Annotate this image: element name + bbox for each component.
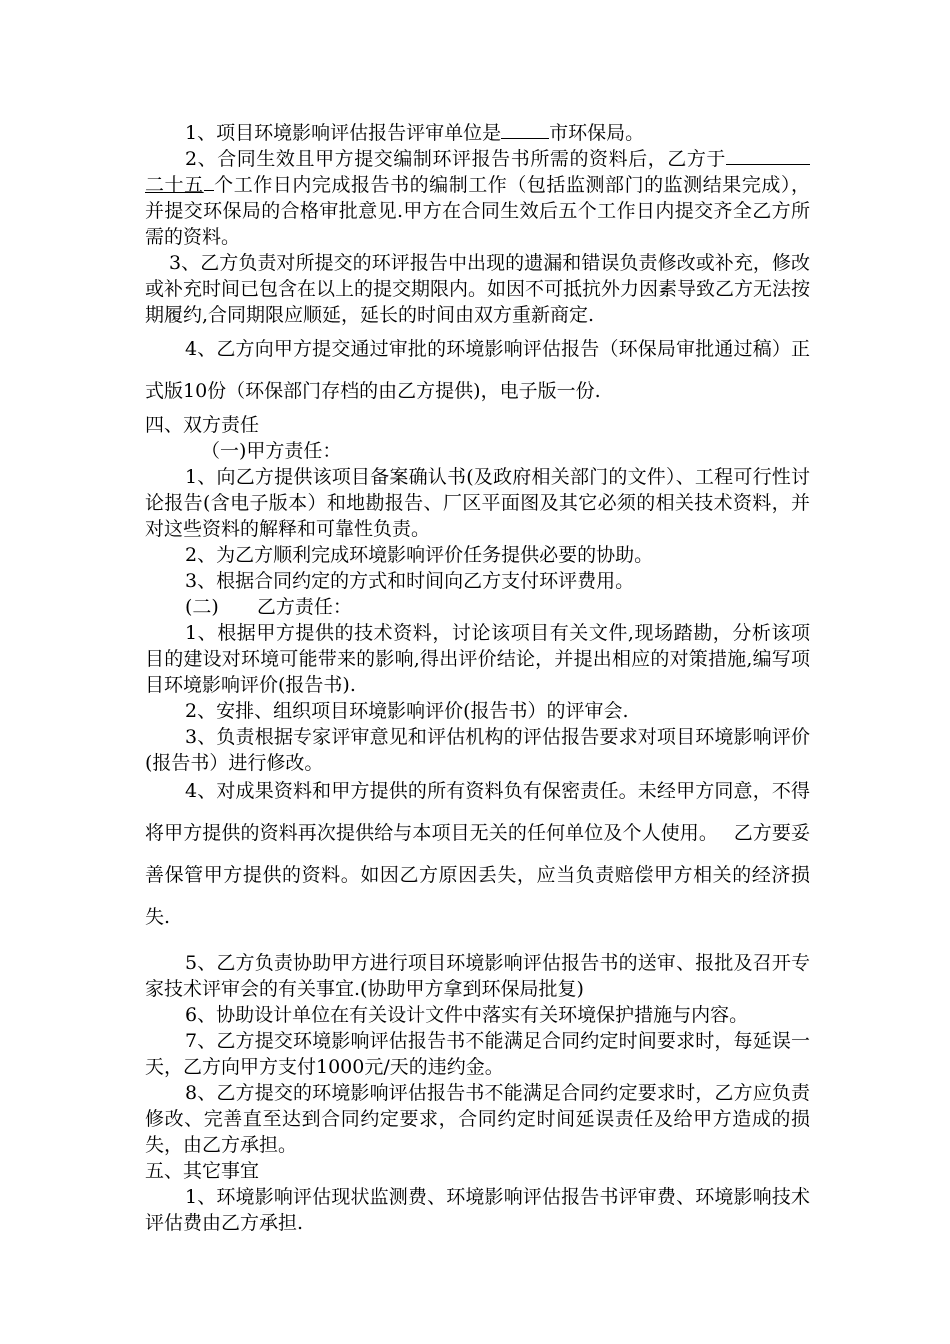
blank-days-tail [204, 172, 214, 191]
party-b-heading: (二) 乙方责任： [185, 596, 352, 618]
other-item-1: 1、环境影响评估现状监测费、环境影响评估报告书评审费、环境影响技术评估费由乙方承担. [145, 1186, 810, 1234]
days-value: 二十五 [145, 174, 204, 196]
clause-1-suffix: 市环保局。 [549, 122, 645, 144]
party-b-item-3: 3、负责根据专家评审意见和评估机构的评估报告要求对项目环境影响评价(报告书）进行修改。 [145, 726, 810, 774]
clause-3: 3、乙方负责对所提交的环评报告中出现的遗漏和错误负责修改或补充，修改或补充时间已包含在以上的提交期限内。如因不可抵抗外力因素导致乙方无法按期履约,合同期限应顺延，延长的时间由双方重新商定. [145, 252, 811, 326]
blank-days-lead [726, 146, 746, 165]
party-a-item-3: 3、根据合同约定的方式和时间向乙方支付环评费用。 [185, 570, 635, 592]
clause-2-text: 2、合同生效且甲方提交编制环评报告书所需的资料后，乙方于 [185, 148, 726, 170]
party-a-item-1: 1、向乙方提供该项目备案确认书(及政府相关部门的文件）、工程可行性讨论报告(含电子版本）和地勘报告、厂区平面图及其它必须的相关技术资料，并对这些资料的解释和可靠性负责。 [145, 466, 810, 540]
clause-1 [145, 120, 810, 146]
section-5-heading: 五、其它事宜 [145, 1160, 260, 1182]
party-b-item-2: 2、安排、组织项目环境影响评价(报告书）的评审会. [185, 700, 629, 722]
party-b-item-4: 4、对成果资料和甲方提供的所有资料负有保密责任。未经甲方同意，不得将甲方提供的资料再次提供给与本项目无关的任何单位及个人使用。 乙方要妥善保管甲方提供的资料。如因乙方原因丢失，应当负责赔偿甲方相关的经济损失. [145, 780, 810, 928]
party-a-heading: （一)甲方责任： [201, 440, 342, 462]
party-b-item-7: 7、乙方提交环境影响评估报告书不能满足合同约定时间要求时，每延误一天，乙方向甲方支付1000元/天的违约金。 [145, 1030, 810, 1078]
clause-1-text: 1、项目环境影响评估报告评审单位是 [185, 122, 502, 144]
clause-2-suffix: 个工作日内完成报告书的编制工作（包括监测部门的监测结果完成），并提交环保局的合格审批意见.甲方在合同生效后五个工作日内提交齐全乙方所需的资料。 [145, 174, 810, 248]
section-4-heading: 四、双方责任 [145, 414, 260, 436]
blank-city [501, 120, 549, 139]
clause-4: 4、乙方向甲方提交通过审批的环境影响评估报告（环保局审批通过稿）正式版10份（环保部门存档的由乙方提供)，电子版一份. [145, 338, 810, 402]
party-b-item-5: 5、乙方负责协助甲方进行项目环境影响评估报告书的送审、报批及召开专家技术评审会的有关事宜.(协助甲方拿到环保局批复) [145, 952, 810, 1000]
party-b-item-1: 1、根据甲方提供的技术资料，讨论该项目有关文件,现场踏勘，分析该项目的建设对环境可能带来的影响,得出评价结论，并提出相应的对策措施,编写项目环境影响评价(报告书). [145, 622, 810, 696]
party-b-item-8: 8、乙方提交的环境影响评估报告书不能满足合同约定要求时，乙方应负责修改、完善直至达到合同约定要求，合同约定时间延误责任及给甲方造成的损失，由乙方承担。 [145, 1082, 810, 1156]
party-b-item-6: 6、协助设计单位在有关设计文件中落实有关环境保护措施与内容。 [185, 1004, 749, 1026]
party-a-item-2: 2、为乙方顺利完成环境影响评价任务提供必要的协助。 [185, 544, 654, 566]
blank-days-pad [746, 146, 810, 165]
clause-2 [145, 146, 810, 250]
